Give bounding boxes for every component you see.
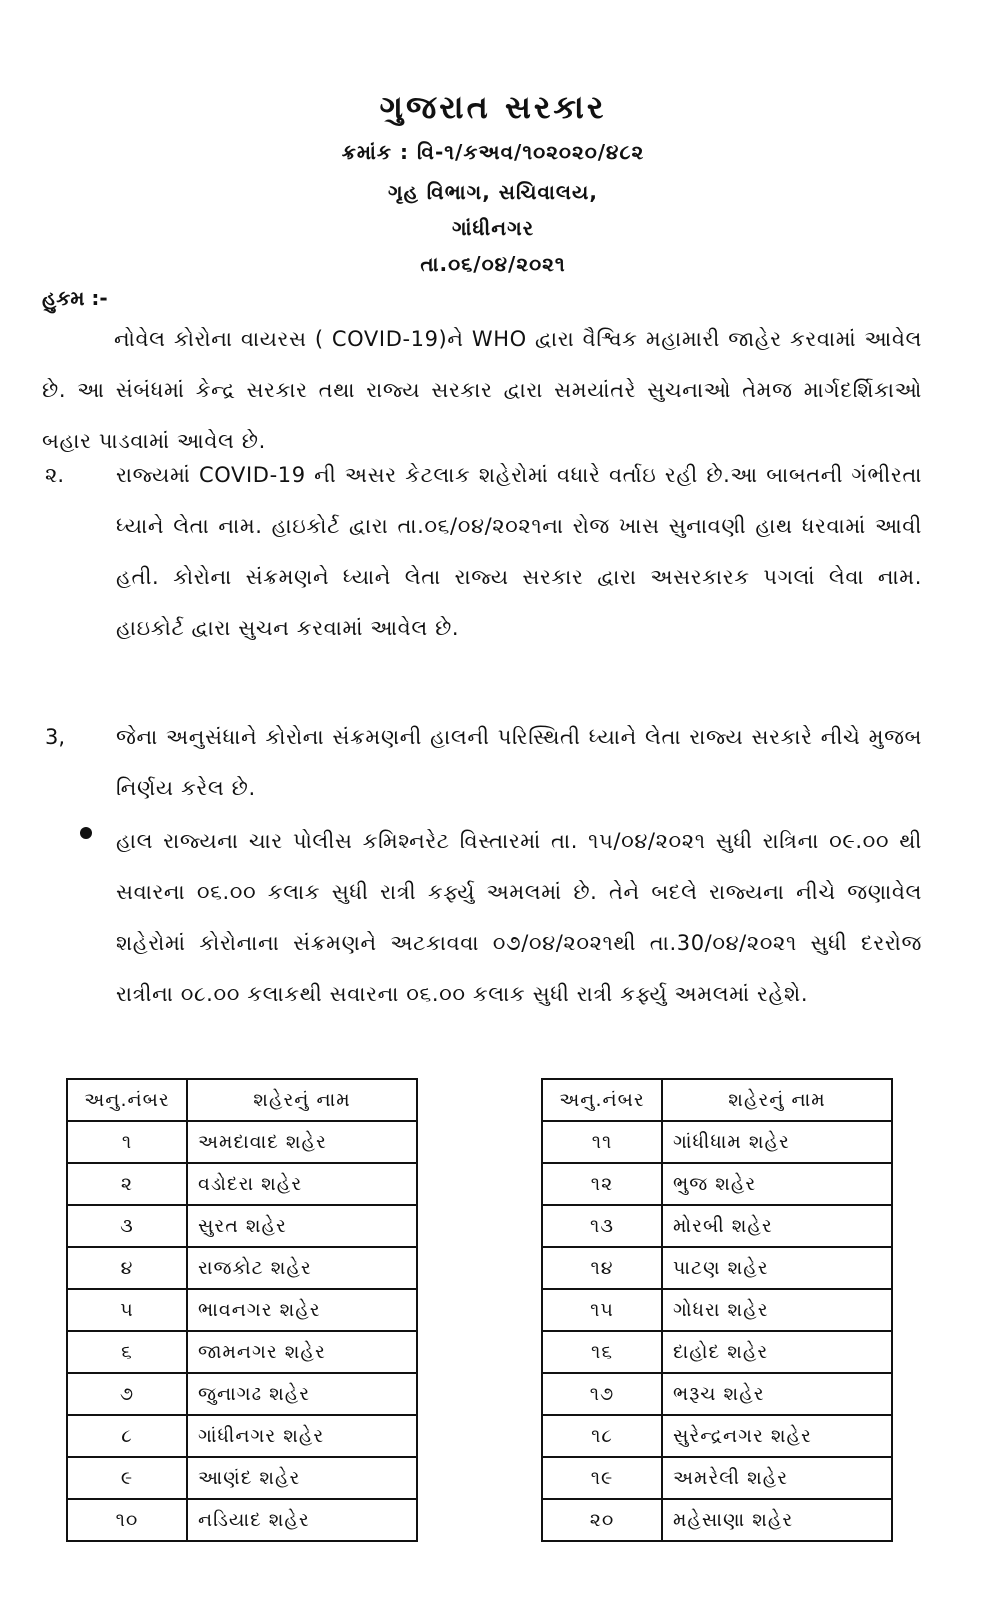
table-row — [67, 1247, 417, 1289]
serial-number: ૧૯ — [542, 1457, 662, 1499]
serial-number: ૧૦ — [67, 1499, 187, 1541]
city-name: પાટણ શહેર — [662, 1247, 892, 1289]
city-name: વડોદરા શહેર — [187, 1163, 417, 1205]
serial-number: ૪ — [67, 1247, 187, 1289]
serial-number: ૮ — [67, 1415, 187, 1457]
table-row — [542, 1499, 892, 1541]
city-name: ભરૂચ શહેર — [662, 1373, 892, 1415]
paragraph-3-number: 3, — [45, 725, 66, 749]
paragraph-1: નોવેલ કોરોના વાયરસ ( COVID-19)ને WHO દ્વારા વૈશ્વિક મહામારી જાહેર કરવામાં આવેલ છે. આ સંબંધમાં કેન્દ્ર સરકાર તથા રાજ્ય સરકાર દ્વારા સમયાંતરે સુચનાઓ તેમજ માર્ગદર્શિકાઓ બહાર પાડવામાં આવેલ છે. — [42, 327, 922, 453]
table-row — [542, 1247, 892, 1289]
serial-number: ૧૬ — [542, 1331, 662, 1373]
cities-table-right — [541, 1078, 893, 1542]
table-header-row — [67, 1079, 417, 1121]
serial-number: ૧૫ — [542, 1289, 662, 1331]
table-row — [67, 1205, 417, 1247]
paragraph-3: જેના અનુસંધાને કોરોના સંક્રમણની હાલની પરિસ્થિતી ધ્યાને લેતા રાજ્ય સરકારે નીચે મુજબ નિર્ણય કરેલ છે. — [116, 725, 922, 800]
table-row — [67, 1373, 417, 1415]
table-row — [67, 1121, 417, 1163]
serial-number: ૩ — [67, 1205, 187, 1247]
serial-number: ૫ — [67, 1289, 187, 1331]
bullet-paragraph: હાલ રાજ્યના ચાર પોલીસ કમિશ્નરેટ વિસ્તારમાં તા. ૧૫/૦૪/૨૦૨૧ સુધી રાત્રિના ૦૯.૦૦ થી સવારના ૦૬.૦૦ કલાક સુધી રાત્રી કર્ફ્યુ અમલમાં છે. તેને બદલે રાજ્યના નીચે જણાવેલ શહેરોમાં કોરોનાના સંક્રમણને અટકાવવા ૦૭/૦૪/૨૦૨૧થી તા.30/૦૪/૨૦૨૧ સુધી દરરોજ રાત્રીના ૦૮.૦૦ કલાકથી સવારના ૦૬.૦૦ કલાક સુધી રાત્રી કર્ફ્યુ અમલમાં રહેશે. — [116, 829, 922, 1006]
city-name: સુરેન્દ્રનગર શહેર — [662, 1415, 892, 1457]
serial-number: ૧૭ — [542, 1373, 662, 1415]
column-header-number: અનુ.નંબર — [67, 1079, 187, 1121]
serial-number: ૭ — [67, 1373, 187, 1415]
table-row — [67, 1331, 417, 1373]
city-name: ગાંધીધામ શહેર — [662, 1121, 892, 1163]
city-name: ભાવનગર શહેર — [187, 1289, 417, 1331]
serial-number: ૨ — [67, 1163, 187, 1205]
cities-table-left — [66, 1078, 418, 1542]
serial-number: ૧ — [67, 1121, 187, 1163]
serial-number: ૧૨ — [542, 1163, 662, 1205]
city-name: નડિયાદ શહેર — [187, 1499, 417, 1541]
table-row — [67, 1457, 417, 1499]
city-name: ભુજ શહેર — [662, 1163, 892, 1205]
order-label: હુકમ :- — [42, 286, 108, 310]
table-row — [542, 1457, 892, 1499]
city-name: મહેસાણા શહેર — [662, 1499, 892, 1541]
serial-number: ૯ — [67, 1457, 187, 1499]
table-header-row — [542, 1079, 892, 1121]
order-number: ક્રમાંક : વિ-૧/કઅવ/૧૦૨૦૨૦/૪૮૨ — [341, 140, 645, 164]
serial-number: ૧૮ — [542, 1415, 662, 1457]
department-line: ગૃહ વિભાગ, સચિવાલય, — [387, 180, 598, 204]
table-row — [67, 1499, 417, 1541]
column-header-number: અનુ.નંબર — [542, 1079, 662, 1121]
paragraph-2-number: ૨. — [45, 463, 65, 487]
city-name: ગોધરા શહેર — [662, 1289, 892, 1331]
city-name: મોરબી શહેર — [662, 1205, 892, 1247]
table-row — [67, 1163, 417, 1205]
city-name: આણંદ શહેર — [187, 1457, 417, 1499]
serial-number: ૧૩ — [542, 1205, 662, 1247]
table-row — [542, 1289, 892, 1331]
table-row — [542, 1373, 892, 1415]
order-date: તા.૦૬/૦૪/૨૦૨૧ — [420, 252, 566, 276]
serial-number: ૨૦ — [542, 1499, 662, 1541]
city-name: સુરત શહેર — [187, 1205, 417, 1247]
paragraph-2: રાજ્યમાં COVID-19 ની અસર કેટલાક શહેરોમાં વધારે વર્તાઇ રહી છે.આ બાબતની ગંભીરતા ધ્યાને લેતા નામ. હાઇકોર્ટ દ્વારા તા.૦૬/૦૪/૨૦૨૧ના રોજ ખાસ સુનાવણી હાથ ધરવામાં આવી હતી. કોરોના સંક્રમણને ધ્યાને લેતા રાજ્ય સરકાર દ્વારા અસરકારક પગલાં લેવા નામ. હાઇકોર્ટ દ્વારા સુચન કરવામાં આવેલ છે. — [116, 463, 922, 640]
column-header-city: શહેરનું નામ — [662, 1079, 892, 1121]
table-row — [67, 1289, 417, 1331]
table-row — [542, 1121, 892, 1163]
city-name: ગાંધીનગર શહેર — [187, 1415, 417, 1457]
city-name: અમરેલી શહેર — [662, 1457, 892, 1499]
city-name: દાહોદ શહેર — [662, 1331, 892, 1373]
table-row — [542, 1163, 892, 1205]
table-row — [67, 1415, 417, 1457]
city-line: ગાંધીનગર — [451, 216, 535, 240]
city-name: રાજકોટ શહેર — [187, 1247, 417, 1289]
serial-number: ૧૧ — [542, 1121, 662, 1163]
city-name: અમદાવાદ શહેર — [187, 1121, 417, 1163]
city-name: જુનાગઢ શહેર — [187, 1373, 417, 1415]
column-header-city: શહેરનું નામ — [187, 1079, 417, 1121]
city-name: જામનગર શહેર — [187, 1331, 417, 1373]
bullet-marker — [80, 827, 92, 839]
serial-number: ૬ — [67, 1331, 187, 1373]
serial-number: ૧૪ — [542, 1247, 662, 1289]
table-row — [542, 1331, 892, 1373]
document-title: ગુજરાત સરકાર — [379, 88, 607, 126]
table-row — [542, 1205, 892, 1247]
table-row — [542, 1415, 892, 1457]
